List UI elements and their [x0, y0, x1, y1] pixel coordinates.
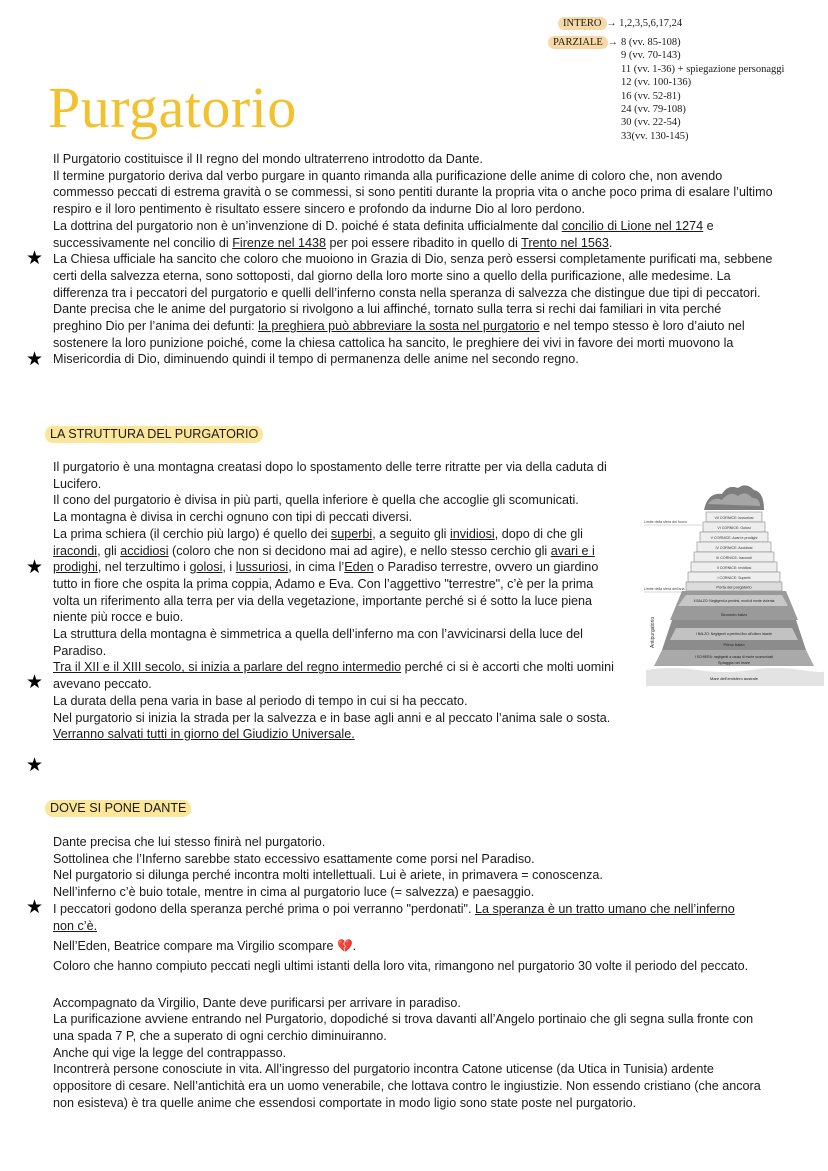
dante-line: Coloro che hanno compiuto peccati negli ultimi istanti della loro vita, rimangono nel purgatorio 30 volte il periodo del peccato.	[53, 958, 749, 973]
parziale-item: 11 (vv. 1-36) + spiegazione personaggi	[621, 63, 785, 75]
intro-paragraph: La dottrina del purgatorio non è un’invenzione di D. poiché é stata definita ufficialmente dal concilio di Lione nel 1274 e successivamente nel concilio di Firenze nel 1438 per poi essere ribadito in quello di Trento nel 1563.	[53, 218, 714, 250]
dante-line: Anche qui vige la legge del contrappasso.	[53, 1045, 287, 1060]
struttura-line: Il purgatorio è una montagna creatasi dopo lo spostamento delle terre ritratte per via della caduta di Lucifero.	[53, 460, 607, 491]
struttura-line	[53, 726, 623, 743]
terrace-label: V CORNICE: Avari e prodighi	[710, 536, 758, 540]
dante-line: Nel purgatorio si dilunga perché incontra molti intellettuali. Lui è ariete, in primavera = conoscenza.	[53, 868, 603, 883]
underlined-text: La speranza è un tratto umano che nell’inferno non c’è.	[53, 901, 735, 933]
underlined-text: accidiosi	[120, 543, 169, 558]
balzo-label: I SCHIERA: negligenti a causa di morte scomunicati	[694, 655, 774, 659]
eden-garden-illustration	[704, 485, 764, 510]
underlined-text: Eden	[344, 560, 374, 575]
intro-line: Il Purgatorio costituisce il II regno del mondo ultraterreno introdotto da Dante.	[53, 152, 483, 166]
terrace-label: I CORNICE: Superbi	[717, 576, 751, 580]
terrace-label: III CORNICE: Iracondi	[716, 556, 752, 560]
intero-tag: INTERO	[558, 17, 607, 30]
purgatory-mountain-figure	[642, 480, 824, 690]
dante-section	[53, 834, 773, 1112]
star-icon: ★	[26, 349, 44, 370]
underlined-text: concilio di Lione nel 1274	[561, 218, 704, 233]
parziale-item: 9 (vv. 70-143)	[621, 50, 681, 62]
underlined-text: Tra il XII e il XIII secolo, si inizia a parlare del regno intermedio	[53, 660, 402, 675]
star-icon: ★	[26, 897, 44, 918]
annotation: Limite della sfera dell’aria	[644, 587, 685, 591]
parziale-item: 30 (vv. 22-54)	[621, 117, 681, 129]
struttura-line: Tra il XII e il XIII secolo, si inizia a parlare del regno intermedio perché ci si è accorti che molti uomini avevano peccato.	[53, 660, 614, 692]
balzo-label: Secondo balzo	[720, 612, 748, 617]
balzo-label: II BALZO: Negligenti a pentirsi, morti di morte violenta	[693, 599, 775, 603]
underlined-text: invidiosi	[449, 526, 495, 541]
dante-line: Dante precisa che lui stesso finirà nel purgatorio.	[53, 835, 326, 849]
underlined-text: la preghiera può abbreviare la sosta nel purgatorio	[258, 319, 540, 334]
struttura-line: La durata della pena varia in base al periodo di tempo in cui si ha peccato.	[53, 693, 468, 708]
star-icon: ★	[26, 672, 44, 693]
arrow-icon: →	[606, 18, 617, 29]
balzo-label: Spiaggia nel mare	[717, 660, 751, 665]
parziale-list	[621, 36, 784, 143]
intero-value: 1,2,3,5,6,17,24	[619, 18, 683, 29]
broken-heart-icon: 💔	[336, 939, 353, 954]
balzo-label: Primo balzo	[723, 642, 745, 647]
parziale-item: 33(vv. 130-145)	[621, 130, 689, 142]
parziale-item: 24 (vv. 79-108)	[621, 104, 686, 116]
dante-line: Sottolinea che l’Inferno sarebbe stato eccessivo esattamente come porsi nel Paradiso.	[53, 851, 535, 866]
gate-label: Porta del purgatorio	[716, 584, 752, 590]
intro-section	[53, 151, 773, 368]
dante-line: I peccatori godono della speranza perché prima o poi verranno "perdonati". La speranza è un tratto umano che nell’inferno non c’è.	[53, 901, 735, 933]
page-title: Purgatorio	[48, 75, 297, 140]
struttura-line: La montagna è divisa in cerchi ognuno con tipi di peccati diversi.	[53, 510, 413, 525]
arrow-icon: →	[607, 37, 618, 48]
dante-line: Accompagnato da Virgilio, Dante deve purificarsi per arrivare in paradiso.	[53, 995, 461, 1010]
underlined-text: superbi	[330, 526, 373, 541]
underlined-text: Trento nel 1563	[521, 235, 609, 250]
star-icon: ★	[26, 755, 44, 776]
intero-row	[558, 17, 682, 30]
antipurgatorio-label: Antipurgatorio	[650, 616, 656, 648]
underlined-text: Verranno salvati tutti in giorno del Giudizio Universale.	[53, 727, 355, 742]
parziale-item: 8 (vv. 85-108)	[621, 37, 681, 48]
sea-label: Mare dell’emisfero australe	[709, 676, 759, 681]
struttura-line: La prima schiera (il cerchio più largo) é quello dei superbi, a seguito gli invidiosi, dopo di che gli iracondi, gli accidiosi (coloro che non si decidono mai ad agire), e nello stesso cerchio gli avari e i prodighi, nel terzultimo i golosi, i lussuriosi, in cima l’Eden o Paradiso terrestre, ovvero un giardino tutto in fiore che ospita la prima coppia, Adamo e Eva. Con l’aggettivo "terrestre", c’è per la prima volta un riferimento alla terra per via della vegetazione, importante perché si é sotto la luce piena niente più rocce e buio.	[53, 526, 599, 625]
underlined-text: golosi	[189, 560, 223, 575]
underlined-text: lussuriosi	[235, 560, 289, 575]
terrace-label: VII CORNICE: lussuriosi	[714, 516, 754, 520]
terrace-label: VI CORNICE: Golosi	[717, 526, 751, 530]
underlined-text: Firenze nel 1438	[232, 235, 327, 250]
parziale-tag: PARZIALE	[548, 36, 608, 49]
parziale-row	[548, 36, 618, 49]
intro-paragraph: Il termine purgatorio deriva dal verbo purgare in quanto rimanda alla purificazione delle anime di coloro che, non avendo commesso peccati di estrema gravità o se commessi, si sono pentiti durante la propria vita o anche poco prima di esalare l’ultimo respiro e il loro pentimento è risultato essere sincero e profondo da indurne Dio al loro perdono.	[53, 168, 773, 217]
parziale-item: 16 (vv. 52-81)	[621, 90, 681, 102]
terrace-label: II CORNICE: Invidiosi	[716, 566, 752, 570]
underlined-text: iracondi	[53, 543, 98, 558]
dante-line: Incontrerà persone conosciute in vita. All’ingresso del purgatorio incontra Catone uticense (da Utica in Tunisia) ardente oppositore di cesare. Nell’antichità era un uomo venerabile, che lottava contro le ingiustizie. Non essendo cristiano (che ancora non esisteva) è tra quelle anime che essendosi comportate in modo ligio sono state poste nel purgatorio.	[53, 1062, 761, 1110]
underlined-text: avari e i prodighi	[53, 543, 595, 575]
section-heading-dante: DOVE SI PONE DANTE	[45, 800, 191, 817]
parziale-item: 12 (vv. 100-136)	[621, 77, 692, 89]
star-icon: ★	[26, 248, 44, 269]
struttura-line: Il cono del purgatorio è divisa in più parti, quella inferiore è quella che accoglie gli scomunicati.	[53, 493, 579, 508]
star-icon: ★	[26, 557, 44, 578]
balzo-label: I BALZO: Negligenti a pentirsi fino all’ultimo istante	[695, 632, 773, 636]
struttura-line: La struttura della montagna è simmetrica a quella dell’inferno ma con l’avvicinarsi della luce del Paradiso.	[53, 627, 583, 658]
annotation: Limite della sfera del fuoco	[644, 520, 687, 524]
struttura-line: Nel purgatorio si inizia la strada per la salvezza e in base agli anni e al peccato l’anima sale o sosta.	[53, 710, 611, 725]
dante-line: Nell’Eden, Beatrice compare ma Virgilio scompare 💔.	[53, 939, 357, 954]
dante-line: Nell’inferno c’è buio totale, mentre in cima al purgatorio luce (= salvezza) e paesaggio.	[53, 885, 535, 900]
dante-line: La purificazione avviene entrando nel Purgatorio, dopodiché si trova davanti all’Angelo portinaio che gli segna sulla fronte con una spada 7 P, che a superato di ogni cerchio diminuiranno.	[53, 1012, 754, 1044]
section-heading-struttura: LA STRUTTURA DEL PURGATORIO	[45, 426, 263, 443]
intro-paragraph: La Chiesa ufficiale ha sancito che coloro che muoiono in Grazia di Dio, senza però essersi completamente purificati ma, sebbene certi della salvezza eterna, sono sottoposti, dal giorno della loro morte sino a quello della purificazione, alle medesime. La differenza tra i peccatori del purgatorio e quelli dell’inferno consta nella speranza di salvezza che distingue due tipi di peccatori. Dante precisa che le anime del purgatorio si rivolgono a lui affinché, tornato sulla terra si rechi dai familiari in vita perché preghino Dio per l’anima dei defunti: la preghiera può abbreviare la sosta nel purgatorio e nel tempo stesso è loro d’aiuto nel sostenere la loro punizione poiché, come la chiesa cattolica ha sancito, le preghiere dei vivi in favore dei morti muovono la Misericordia di Dio, diminuendo quindi il tempo di permanenza delle anime nel secondo regno.	[53, 252, 773, 367]
terrace-label: IV CORNICE: Accidiosi	[715, 546, 753, 550]
struttura-section	[53, 459, 623, 743]
